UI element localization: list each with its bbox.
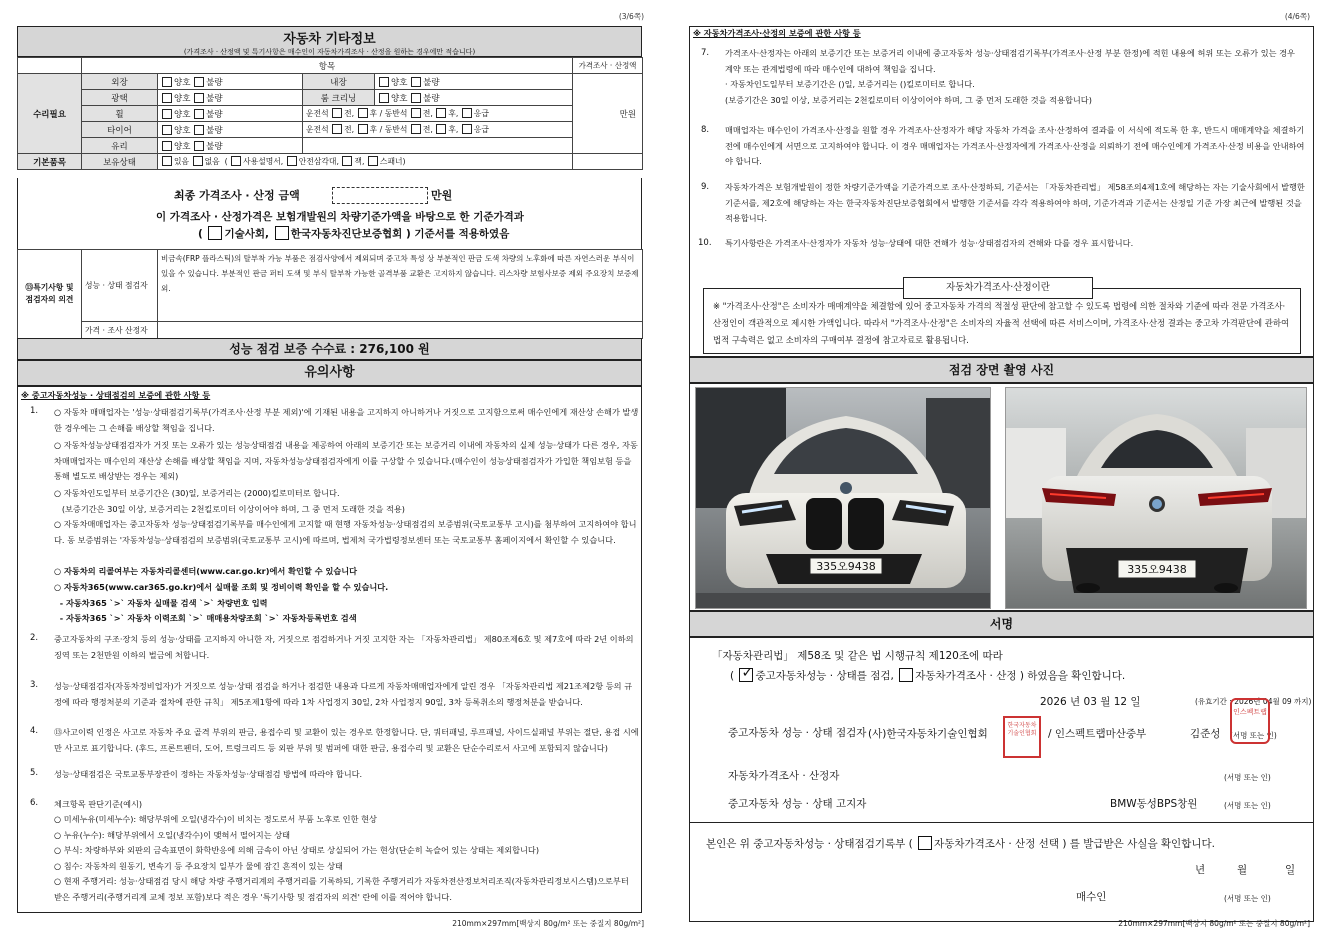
room-good-checkbox[interactable] [379,93,389,103]
check-perf-inspection[interactable] [739,668,753,682]
notice-1f: ○ 자동차365(www.car365.go.kr)에서 실매물 조회 및 정비이력 확인을 할 수 있습니다. - 자동차365 `>` 자동차 실매물 검색 `>` 차량번호 입력 - 자동차365 `>` 자동차 이력조회 `>` 매매용차량조회 `>` 자동차등록번호 검색 [54,582,389,623]
basis-opt2-checkbox[interactable] [275,226,289,240]
row-room-cleaning: 룸 크리닝 [303,90,375,106]
notice-4-num: 4. [30,726,39,736]
special-remarks-table [17,249,643,339]
gloss-bad-checkbox[interactable] [194,93,204,103]
item-10-num: 10. [698,238,712,248]
association-seal: 한국자동차기술인협회 [1003,716,1041,758]
perf-inspector-opinion: 비금속(FRP 플라스틱)의 탈부착 가능 부품은 점검사양에서 제외되며 중고차 특성 상 부분적인 판금 도색 차량의 노후화에 따른 자연스러운 부식이 있을 수 있습니다. 부분적인 판금 퍼티 도색 및 부식 탈부착 가능한 골격부품 교환은 고지하지 않습니다. 리스차량 보험사보증 제외 주요장치 보증제외. [158,250,643,322]
row-exterior: 외장 [82,74,158,90]
notice-1a: ○ 자동차 매매업자는 '성능·상태점검기록부(가격조사·산정 부분 제외)'에 기재된 내용을 고지하지 아니하거나 거짓으로 고지함으로써 매수인에게 재산상 손해가 발생한 경우에는 그 손해를 배상할 책임을 집니다. [54,407,639,433]
appraiser-label: 자동차가격조사 · 산정자 [728,770,840,782]
paper-spec: 210mm×297mm[백상지 80g/m² 또는 중질지 80g/m²] [1118,919,1310,928]
row-wheel: 휠 [82,106,158,122]
notice-5-num: 5. [30,768,39,778]
check-options: ( ✓중고자동차성능 · 상태를 점검, 자동차가격조사 · 산정 ) 하였음을 확인합니다. [730,668,1125,683]
page-number: (3/6쪽) [618,12,644,21]
notice-2-num: 2. [30,633,39,643]
notice-1b: ○ 자동차성능상태점검자가 거짓 또는 오류가 있는 성능상태점검 내용을 제공하여 아래의 보증기간 또는 보증거리 이내에 자동차의 실제 성능·상태가 다른 경우, 자동차매매업자는 매수인의 재산상 손해를 배상할 책임을 지며, 자동차성능상태점검자에게 이를 구상할 수 있습니다.(매수인이 성능상태점검자가 가입한 책임보험 등을 통해 별도로 배상받는 경우는 제외) [54,440,638,481]
notice-4: ⑬사고이력 인정은 사고로 자동차 주요 골격 부위의 판금, 용접수리 및 교환이 있는 경우로 한정합니다. 단, 쿼터패널, 루프패널, 사이드실패널 부위는 절단, 용접 시에만 사고로 표기합니다. (후드, 프론트펜더, 도어, 트렁크리드 등 외판 부위 및 범퍼에 대한 판금, 용접수리 및 교환은 단순수리로서 사고에 포함되지 않습니다) [54,727,639,753]
item-spanner-checkbox[interactable] [368,156,378,166]
notice-1d: ○ 자동차매매업자는 중고자동차 성능·상태점검기록부를 매수인에게 고지할 때 현행 자동차성능·상태점검의 보증범위(국토교통부 고시)를 첨부하여 고지하여야 합니다. 동 보증범위는 '자동차성능·상태점검의 보증범위(국토교통부 고시)에 따르며, 법제처 국가법령정보센터 또는 국토교통부 홈페이지에서 확인할 수 있습니다. [54,519,637,545]
notice-1e: ○ 자동차의 리콜여부는 자동차리콜센터(www.car.go.kr)에서 확인할 수 있습니다 [54,566,358,576]
basis-line: 이 가격조사 · 산정가격은 보험개발원의 차량기준가액을 바탕으로 한 기준가격과 [156,211,524,223]
inspector-sign-hint: (서명 또는 인) [1230,731,1277,740]
basic-items-label: 기본품목 [18,154,82,170]
front-plate: 335오9438 [816,560,876,573]
sign-date: 2026 년 03 월 12 일 [1040,696,1141,708]
year-label: 년 [1195,864,1206,876]
wheel-driver-rear-checkbox[interactable] [358,108,368,118]
col-item-header: 항목 [82,58,573,74]
exterior-bad-checkbox[interactable] [194,77,204,87]
notice-2: 중고자동차의 구조·장치 등의 성능·상태를 고지하지 아니한 자, 거짓으로 점검하거나 거짓 고지한 자는 「자동차관리법」 제80조제6호 및 제7호에 따라 2년 이하의 징역 또는 2천만원 이하의 벌금에 처합니다. [54,634,634,660]
buyer-sign-hint: (서명 또는 인) [1224,894,1271,903]
notice-frame [17,386,642,913]
item-9: 자동차가격은 보험개발원이 정한 차량기준가액을 기준가격으로 조사·산정하되, 기준서는 「자동차관리법」 제58조의4제1호에 해당하는 자는 기술사회에서 발행한 기준서를, 제2호에 해당하는 자는 한국자동차진단보증협회에서 발행한 기준서를 각각 적용하여야 하며, 기준가격과 기준서는 산정일 기준 가장 최근에 발행된 것을 적용합니다. [725,182,1305,223]
price-appraiser-label: 가격 · 조사 산정자 [82,322,158,339]
check-price-appraisal[interactable] [899,668,913,682]
item-7: 가격조사·산정자는 아래의 보증기간 또는 보증거리 이내에 중고자동차 성능·상태점검기록부(가격조사·산정 부분 한정)에 적힌 내용에 허위 또는 오류가 있는 경우 계약 또는 관계법령에 따라 매수인에 대하여 책임을 집니다. · 자동차인도일부터 보증기간은 ()일, 보증거리는 ()킬로미터로 합니다. (보증기간은 30일 이상, 보증거리는 2천킬로미터 이상이어야 하며, 그 중 먼저 도래한 것을 적용합니다) [725,48,1295,105]
col-price-header: 가격조사 · 산정액 [573,58,643,74]
buyer-confirm: 본인은 위 중고자동차성능 · 상태점검기록부 ( 자동차가격조사 · 산정 선택 ) 를 발급받은 사실을 확인합니다. [706,838,1215,850]
final-price-block [17,178,642,250]
item-8: 매매업자는 매수인이 가격조사·산정을 원할 경우 가격조사·산정자가 해당 자동차 가격을 조사·산정하여 결과를 이 서식에 적도록 한 후, 반드시 매매계약을 체결하기 전에 매수인에게 서면으로 고지하여야 합니다. 이 경우 매매업자는 가격조사·산정자에게 가격조사·산정을 의뢰하기 전에 매수인에게 가격조사·산정 비용을 안내하여야 합니다. [725,125,1305,166]
special-remarks-label: ⑬특기사항 및 점검자의 의견 [18,250,82,339]
rear-plate: 335오9438 [1127,563,1187,576]
room-bad-checkbox[interactable] [411,93,421,103]
exterior-good-checkbox[interactable] [162,77,172,87]
wheel-driver-front-checkbox[interactable] [332,108,342,118]
tire-driver-front-checkbox[interactable] [332,124,342,134]
notice-5: 성능·상태점검은 국토교통부장관이 정하는 자동차성능·상태점검 방법에 따라야 합니다. [54,769,363,779]
row-tire: 타이어 [82,122,158,138]
notice-1-num: 1. [30,406,39,416]
tire-pass-front-checkbox[interactable] [411,124,421,134]
month-label: 월 [1237,864,1248,876]
photo-title: 점검 장면 촬영 사진 [689,357,1314,383]
day-label: 일 [1285,864,1296,876]
page-subtitle: (가격조사 · 산정액 및 특기사항은 매수인이 자동차가격조사 · 산정을 원하는 경우에만 적습니다) [183,48,476,56]
definition-title: 자동차가격조사·산정이란 [903,277,1093,299]
notifier-label: 중고자동차 성능 · 상태 고지자 [728,798,867,810]
glass-good-checkbox[interactable] [162,141,172,151]
wheel-bad-checkbox[interactable] [194,109,204,119]
item-8-num: 8. [701,125,710,135]
notice-heading: ※ 중고자동차성능 · 상태점검의 보증에 관한 사항 등 [21,390,211,400]
row-glass: 유리 [82,138,158,154]
inspector-branch: / 인스펙트랩마산중부 [1048,728,1147,740]
final-price-label: 최종 가격조사 · 산정 금액 [174,189,300,202]
buyer-label: 매수인 [1076,891,1107,903]
page-number: (4/6쪽) [1284,12,1310,21]
wheel-pass-front-checkbox[interactable] [411,108,421,118]
notice-6-num: 6. [30,798,39,808]
item-7-num: 7. [701,48,710,58]
final-price-boxes[interactable] [332,187,428,207]
vehicle-items-table: 항목 가격조사 · 산정액 수리필요 외장 양호 불량 내장 양호 불량 만원 광택 양호 불량 룸 크리닝 양호 불량 휠 양호 불량 운전석 전, 후 / 동반석 전, 후, 응급 타이어 양호 불량 운전석 전, 후 / 동반석 전, 후, 응급 유리 양호 불량 기본품목 보유상태 있음 없음 ( 사용설명서, 안전삼각대, 잭, 스패너) [17,57,643,170]
row-holding: 보유상태 [82,154,158,170]
tire-pass-rear-checkbox[interactable] [436,124,446,134]
inspector-seal: 인스펙트랩 [1230,698,1270,744]
notifier-sign-hint: (서명 또는 인) [1224,801,1271,810]
interior-bad-checkbox[interactable] [411,77,421,87]
items-have-checkbox[interactable] [162,156,172,166]
tire-good-checkbox[interactable] [162,125,172,135]
item-10: 특기사항란은 가격조사·산정자가 자동차 성능·상태에 대한 견해가 성능·상태점검자의 견해와 다를 경우 표시합니다. [725,238,1134,248]
price-unit: 만원 [573,74,643,154]
title-band [17,26,642,57]
wheel-spare-checkbox[interactable] [462,108,472,118]
notice-3: 성능·상태점검자(자동차정비업자)가 거짓으로 성능·상태 점검을 하거나 점검한 내용과 다르게 자동차매매업자에게 알린 경우 「자동차관리법 제21조제2항 등의 규정에 따라 행정처분의 기준과 절차에 관한 규칙」 제5조제1항에 따라 1차 사업정지 30일, 2차 사업정지 90일, 3차 등록취소의 행정처분을 받습니다. [54,681,633,707]
notice-6-items: ○ 미세누유(미세누수): 해당부위에 오일(냉각수)이 비치는 정도로서 부품 노후로 인한 현상 ○ 누유(누수): 해당부위에서 오일(냉각수)이 맺혀서 떨어지는 상태 ○ 부식: 차량하부와 외판의 금속표면이 화학반응에 의해 금속이 아닌 상태로 상실되어 가는 현상(단순히 녹슬어 있는 상태는 제외합니다) ○ 침수: 자동차의 원동기, 변속기 등 주요장치 일부가 물에 잠긴 흔적이 있는 상태 ○ 현재 주행거리: 성능·상태점검 당시 해당 차량 주행거리계의 주행거리를 기록하되, 기록한 주행거리가 자동차전산정보처리조직(자동차관리정보시스템)으로부터 받은 주행거리(주행거리계 교체 정보 포함)보다 적은 경우 '특기사항 및 점검자의 의견' 란에 이를 적어야 합니다. [54,814,629,902]
item-triangle-checkbox[interactable] [287,156,297,166]
page-4 [666,0,1332,941]
wheel-good-checkbox[interactable] [162,109,172,119]
rear-car-photo [1005,387,1307,609]
price-appraiser-opinion[interactable] [158,322,643,339]
divider [690,822,1313,823]
warranty-fee: 성능 점검 보증 수수료 : 276,100 원 [17,338,642,360]
gloss-good-checkbox[interactable] [162,93,172,103]
repair-label: 수리필요 [18,74,82,154]
glass-bad-checkbox[interactable] [194,141,204,151]
row-interior: 내장 [303,74,375,90]
inspector-org: (사)한국자동차기술인협회 [868,728,988,740]
basis-opt1-checkbox[interactable] [208,226,222,240]
appraisal-guarantee-frame [689,26,1314,357]
notice-6: 체크항목 판단기준(예시) [54,799,143,809]
signature-frame [689,637,1314,922]
law-line: 「자동차관리법」 제58조 및 같은 법 시행규칙 제120조에 따라 [712,650,1003,662]
validity-period: (유효기간 : 2026년 04월 09 까지) [1195,697,1312,706]
page-title: 자동차 기타정보 [283,32,376,47]
appraiser-sign-hint: (서명 또는 인) [1224,773,1271,782]
notifier-name: BMW동성BPS창원 [1110,798,1198,810]
appraisal-definition-box [703,277,1301,354]
tire-bad-checkbox[interactable] [194,125,204,135]
interior-good-checkbox[interactable] [379,77,389,87]
final-price-unit: 만원 [431,189,453,202]
items-none-checkbox[interactable] [193,156,203,166]
confirm-appraisal-checkbox[interactable] [918,836,932,850]
notice-title: 유의사항 [17,360,642,386]
wheel-pass-rear-checkbox[interactable] [436,108,446,118]
inspector-label: 중고자동차 성능 · 상태 점검자 [728,727,867,739]
appraisal-heading: ※ 자동차가격조사·산정의 보증에 관한 사항 등 [693,28,861,38]
row-gloss: 광택 [82,90,158,106]
item-jack-checkbox[interactable] [342,156,352,166]
paper-spec: 210mm×297mm[백상지 80g/m² 또는 중질지 80g/m²] [452,919,644,928]
tire-spare-checkbox[interactable] [462,124,472,134]
basis-options: ( 기술사회, 한국자동차진단보증협회 ) 기준서를 적용하였음 [198,228,510,240]
item-9-num: 9. [701,182,710,192]
notice-3-num: 3. [30,680,39,690]
sign-title: 서명 [689,611,1314,637]
definition-text: ※ "가격조사·산정"은 소비자가 매매계약을 체결함에 있어 중고자동차 가격의 적절성 판단에 참고할 수 있도록 법령에 의한 절차와 기준에 따라 전문 가격조사·산정인이 객관적으로 제시한 가액입니다. 따라서 "가격조사·산정"은 소비자의 자율적 선택에 따른 서비스이며, 가격조사·산정 결과는 중고차 가격판단에 관하여 법적 구속력은 없고 소비자의 구매여부 결정에 참고자료로 활용됩니다. [713,301,1290,345]
item-manual-checkbox[interactable] [231,156,241,166]
inspector-name: 김준성 [1190,728,1221,740]
perf-inspector-label: 성능 · 상태 점검자 [82,250,158,322]
front-car-photo [695,387,991,609]
tire-driver-rear-checkbox[interactable] [358,124,368,134]
notice-1c: ○ 자동차인도일부터 보증기간은 (30)일, 보증거리는 (2000)킬로미터로 합니다. (보증기간은 30일 이상, 보증거리는 2천킬로미터 이상이어야 하며, 그 중 먼저 도래한 것을 적용) [54,488,405,514]
